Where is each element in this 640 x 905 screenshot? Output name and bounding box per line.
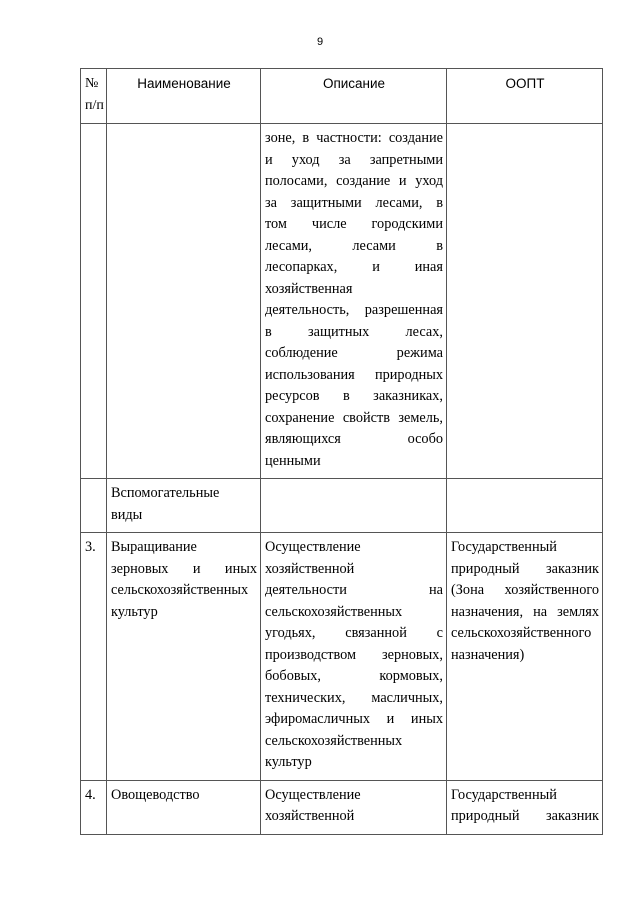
text-line: деятельности на [265,582,443,598]
cell-name: Овощеводство [107,780,261,834]
table-header-row [81,69,603,124]
text-line: сельскохозяйственных [111,582,249,598]
text-line: культур [111,603,158,620]
text-line: сельскохозяйственного [451,625,592,641]
cell-oopt [447,533,603,781]
text-line: эфиромасличных и иных [265,711,443,727]
cell-oopt [447,479,603,533]
text-line: зоне, в частности: создание [265,130,443,146]
text-line: лесами, лесами в [265,237,443,254]
text-line: Осуществление [265,539,361,555]
text-line: угодьях, связанной с [265,625,443,641]
text-line: Осуществление [265,786,361,803]
cell-oopt [447,780,603,834]
text-line: Государственный [451,539,557,555]
text-line: природный заказник [451,560,599,577]
header-description: Описание [261,69,447,124]
cell-oopt [447,124,603,479]
text-line: использования природных [265,366,443,383]
text-line: сохранение свойств земель, [265,409,443,426]
text-line: природный заказник [451,808,599,824]
text-line: лесопарках, и иная [265,259,443,275]
text-line: являющихся особо [265,431,443,447]
cell-number [81,479,107,533]
header-name: Наименование [107,69,261,124]
regulations-table [80,68,603,835]
text-line: (Зона хозяйственного [451,582,599,598]
text-line: сельскохозяйственных [265,603,403,620]
text-line: в защитных лесах, [265,323,443,340]
header-number-line: п/п [85,97,104,113]
text-line: соблюдение режима [265,345,443,361]
text-line: полосами, создание и уход [265,173,443,189]
text-line: и уход за запретными [265,151,443,168]
text-line: сельскохозяйственных [265,732,403,749]
header-number-line: № [85,76,99,91]
text-line: культур [265,754,312,770]
text-line: Выращивание [111,539,197,555]
text-line: виды [111,506,143,523]
text-line: за защитными лесами, в [265,194,443,211]
cell-name [107,124,261,479]
table-row [81,124,603,479]
text-line: Государственный [451,786,557,803]
cell-description [261,780,447,834]
text-line: деятельность, разрешенная [265,302,443,318]
text-line: хозяйственной [265,808,355,824]
text-line: хозяйственная [265,280,353,297]
text-line: Вспомогательные [111,485,220,501]
text-line: назначения, на землях [451,603,599,620]
cell-description [261,124,447,479]
cell-name [107,479,261,533]
text-line: назначения) [451,646,525,663]
cell-description [261,533,447,781]
table-row [81,479,603,533]
cell-number: 4. [81,780,107,834]
table-row [81,533,603,781]
header-oopt: ООПТ [447,69,603,124]
table-row [81,780,603,834]
text-line: производством зерновых, [265,646,443,663]
cell-description [261,479,447,533]
text-line: технических, масличных, [265,689,443,706]
cell-number [81,124,107,479]
cell-number: 3. [81,533,107,781]
text-line: том числе городскими [265,216,443,232]
text-line: хозяйственной [265,560,355,577]
text-line: ценными [265,452,321,469]
text-line: ресурсов в заказниках, [265,388,443,404]
text-line: зерновых и иных [111,560,257,577]
header-number [81,69,107,124]
text-line: бобовых, кормовых, [265,668,443,684]
cell-name [107,533,261,781]
page-number: 9 [316,36,324,48]
